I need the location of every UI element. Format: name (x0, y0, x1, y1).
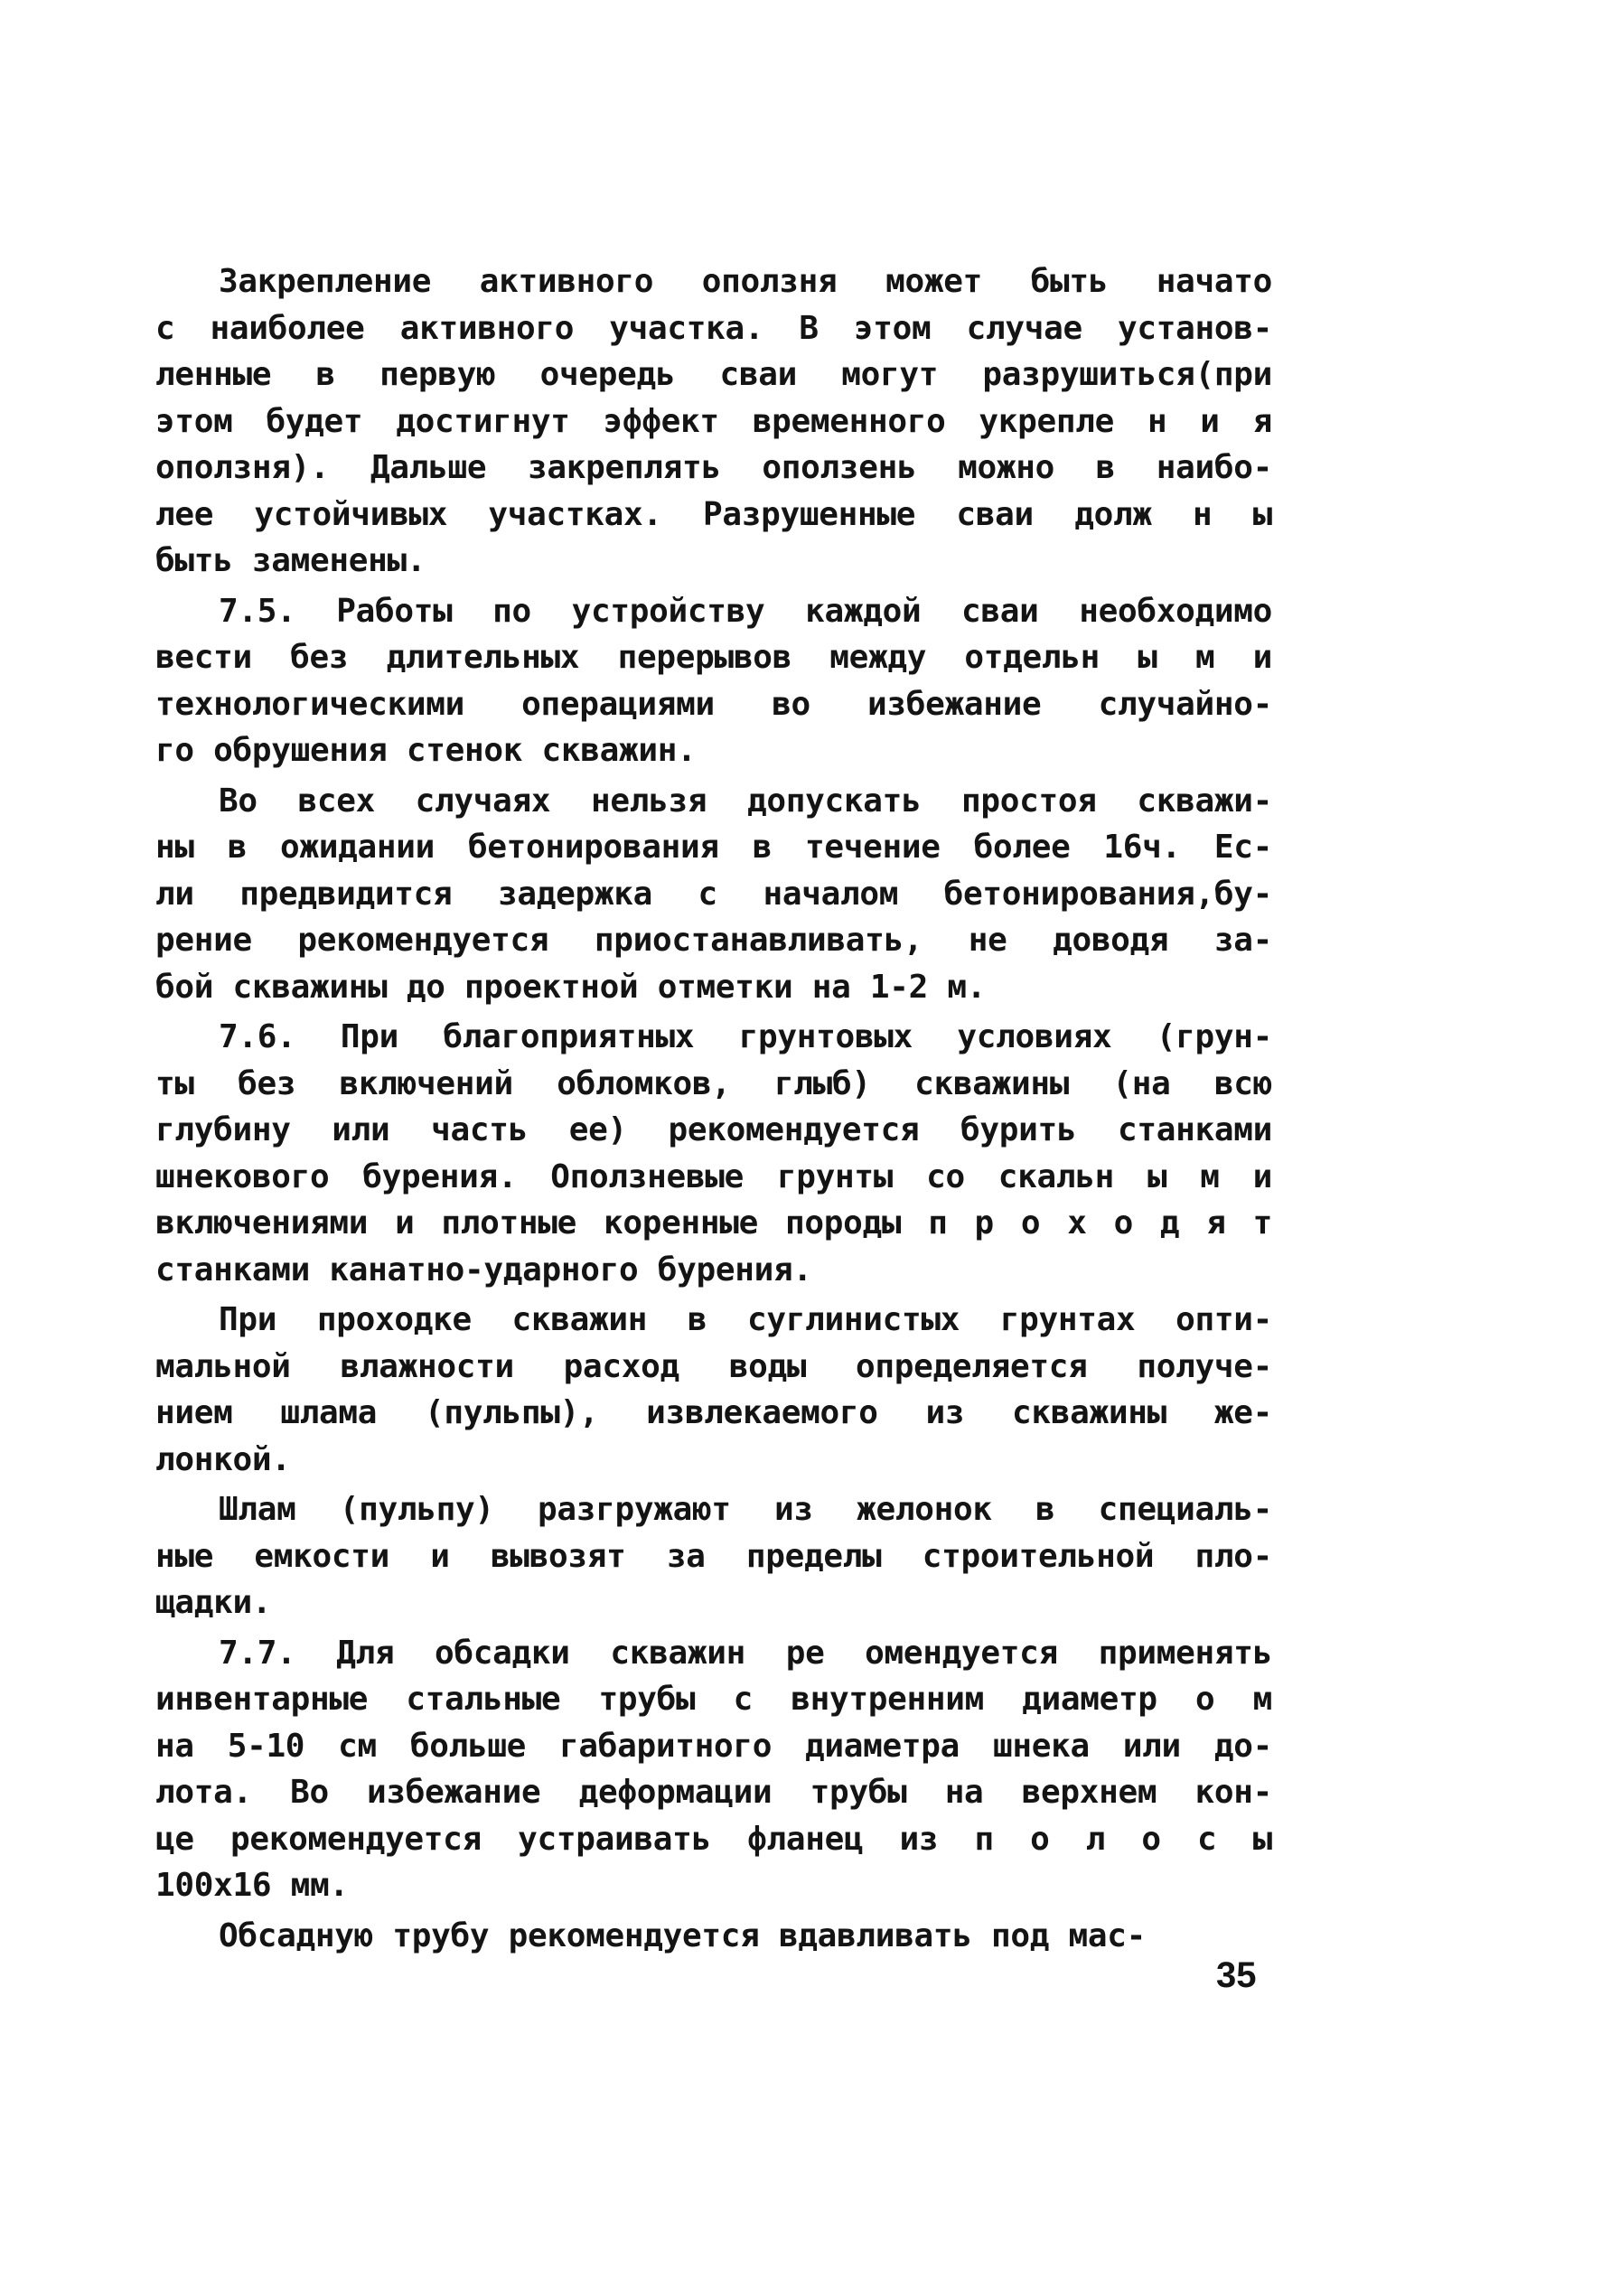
line-text: це рекомендуется устраивать фланец из п о л о с ы (155, 1820, 1272, 1858)
paragraph (155, 778, 1272, 1011)
text-line (155, 964, 1272, 1011)
text-line (155, 1630, 1272, 1677)
line-text: Во всех случаях нельзя допускать простоя скважи- (219, 782, 1272, 820)
text-line (155, 917, 1272, 964)
paragraph (155, 1014, 1272, 1293)
line-text: ты без включений обломков, глыб) скважины (на всю (155, 1064, 1272, 1102)
line-text: ные емкости и вывозят за пределы строительной пло- (155, 1537, 1272, 1575)
text-line (155, 1107, 1272, 1154)
line-text: глубину или часть ее) рекомендуется бурить станками (155, 1111, 1272, 1148)
text-line (155, 1676, 1272, 1723)
line-text: ны в ожидании бетонирования в течение более 16ч. Ес- (155, 829, 1272, 866)
text-line (155, 1390, 1272, 1437)
line-text: ли предвидится задержка с началом бетонирования,бу- (155, 875, 1272, 913)
line-text: включениями и плотные коренные породы п р о х о д я т (155, 1204, 1272, 1242)
paragraph (155, 1913, 1272, 1960)
text-line (155, 305, 1272, 352)
line-text: 7.5. Работы по устройству каждой сваи необходимо (219, 592, 1272, 630)
line-text: 7.6. При благоприятных грунтовых условиях (грун- (219, 1018, 1272, 1055)
line-text: станками канатно-ударного бурения. (155, 1251, 812, 1289)
text-line (155, 824, 1272, 871)
line-text: 100х16 мм. (155, 1867, 349, 1904)
text-line (155, 1061, 1272, 1108)
text-line (155, 1816, 1272, 1863)
text-line (155, 1154, 1272, 1201)
line-text: Закрепление активного оползня может быть начато (219, 263, 1272, 300)
line-text: лонкой. (155, 1440, 291, 1478)
line-text: рение рекомендуется приостанавливать, не доводя за- (155, 922, 1272, 959)
line-text: ленные в первую очередь сваи могут разрушиться(при (155, 356, 1272, 393)
text-line (155, 492, 1272, 539)
text-line (155, 445, 1272, 492)
text-line (155, 1913, 1272, 1960)
text-line (155, 538, 1272, 585)
line-text: с наиболее активного участка. В этом случае установ- (155, 309, 1272, 347)
line-text: лота. Во избежание деформации трубы на верхнем кон- (155, 1774, 1272, 1811)
page-number: 35 (1216, 1955, 1257, 1995)
text-line (155, 1247, 1272, 1294)
line-text: го обрушения стенок скважин. (155, 732, 697, 769)
text-line (155, 634, 1272, 681)
text-line (155, 588, 1272, 635)
line-text: нием шлама (пульпы), извлекаемого из скважины же- (155, 1394, 1272, 1431)
text-line (155, 1014, 1272, 1061)
line-text: Шлам (пульпу) разгружают из желонок в специаль- (219, 1491, 1272, 1528)
text-line (155, 1533, 1272, 1580)
line-text: инвентарные стальные трубы с внутренним диаметр о м (155, 1681, 1272, 1718)
text-line (155, 1297, 1272, 1344)
text-line (155, 258, 1272, 305)
text-line (155, 1862, 1272, 1909)
paragraph (155, 1297, 1272, 1483)
line-text: 7.7. Для обсадки скважин ре омендуется применять (219, 1634, 1272, 1672)
text-line (155, 727, 1272, 774)
text-line (155, 1200, 1272, 1247)
line-text: щадки. (155, 1584, 272, 1621)
paragraph (155, 588, 1272, 774)
line-text: оползня). Дальше закреплять оползень можно в наибо- (155, 449, 1272, 486)
text-line (155, 681, 1272, 728)
line-text: мальной влажности расход воды определяется получе- (155, 1347, 1272, 1385)
line-text: При проходке скважин в суглинистых грунтах опти- (219, 1301, 1272, 1338)
line-text: вести без длительных перерывов между отдельн ы м и (155, 639, 1272, 676)
line-text: этом будет достигнут эффект временного укрепле н и я (155, 402, 1272, 440)
line-text: шнекового бурения. Оползневые грунты со скальн ы м и (155, 1157, 1272, 1195)
line-text: технологическими операциями во избежание случайно- (155, 685, 1272, 723)
text-line (155, 1723, 1272, 1770)
text-line (155, 778, 1272, 825)
text-line (155, 1579, 1272, 1626)
line-text: на 5-10 см больше габаритного диаметра шнека или до- (155, 1727, 1272, 1765)
text-line (155, 871, 1272, 918)
line-text: бой скважины до проектной отметки на 1-2 м. (155, 968, 987, 1006)
line-text: быть заменены. (155, 542, 426, 579)
text-line (155, 1344, 1272, 1391)
text-line (155, 1769, 1272, 1816)
text-line (155, 1486, 1272, 1533)
line-text: лее устойчивых участках. Разрушенные сваи долж н ы (155, 495, 1272, 533)
line-text: Обсадную трубу рекомендуется вдавливать под мас- (219, 1916, 1146, 1954)
paragraph (155, 258, 1272, 585)
text-line (155, 1437, 1272, 1484)
paragraph (155, 1486, 1272, 1626)
body-text (155, 258, 1272, 1963)
text-line (155, 351, 1272, 398)
text-line (155, 398, 1272, 445)
paragraph (155, 1630, 1272, 1909)
